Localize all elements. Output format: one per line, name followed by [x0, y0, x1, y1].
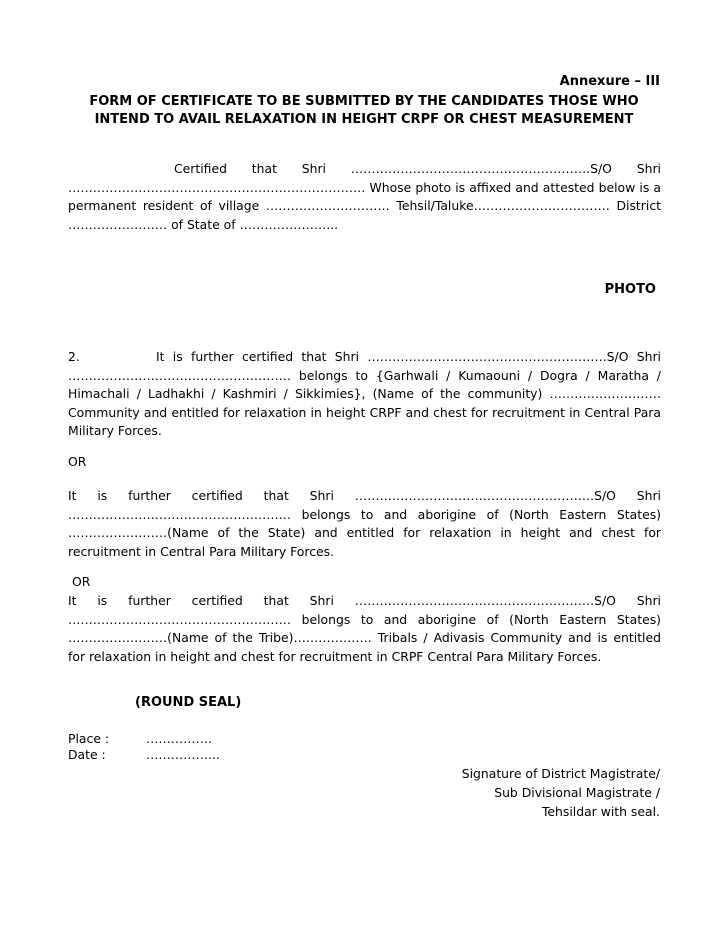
round-seal-label: (ROUND SEAL) — [135, 695, 242, 710]
form-title: FORM OF CERTIFICATE TO BE SUBMITTED BY THE CANDIDATES THOSE WHO INTEND TO AVAIL RELAXATION IN HEIGHT CRPF OR CHEST MEASUREMENT — [89, 94, 639, 127]
annexure-label: Annexure – III — [559, 74, 660, 89]
signature-block — [400, 764, 660, 821]
photo-label: PHOTO — [604, 282, 656, 297]
place-row — [68, 731, 212, 746]
date-label: Date : — [68, 747, 106, 762]
certification-paragraph-2 — [68, 348, 661, 441]
signature-line-3: Tehsildar with seal. — [541, 804, 660, 819]
signature-line-1: Signature of District Magistrate/ — [461, 766, 660, 781]
signature-line-2: Sub Divisional Magistrate / — [494, 785, 660, 800]
certification-paragraph-3: It is further certified that Shri ………………………………………………….S/O Shri ……………………………………………… belongs to and aborigine of (North Eastern States) ……………………(Name of the State) and entitled for relaxation in height and chest for recruitment in Central Para Military Forces. — [68, 488, 661, 559]
certification-paragraph-1: Certified that Shri ………………………………………………….S/O Shri ……………………………………………………………… Whose photo is affixed and attested below is a permanent resident of village ………………………… Tehsil/Taluke…………………………… District …………………… of State of …………………... — [68, 161, 661, 232]
place-label: Place : — [68, 731, 110, 746]
certification-paragraph-4: It is further certified that Shri ………………………………………………….S/O Shri ……………………………………………… belongs to and aborigine of (North Eastern States) ……………………(Name of the Tribe)………………. Tribals / Adivasis Community and is entitled for relaxation in height and chest for recruitment in CRPF Central Para Military Forces. — [68, 593, 661, 664]
or-separator-1: OR — [68, 454, 87, 469]
date-value: ……………... — [146, 747, 220, 762]
or-separator-2: OR — [72, 574, 91, 589]
paragraph-2-text: It is further certified that Shri ………………………………………………….S/O Shri ……………………………………………… belongs to {Garhwali / Kumaouni / Dogra / Maratha / Himachali / Ladhakhi / Kashmiri / Sikkimies}, (Name of the community) ……………………… Community and entitled for relaxation in height CRPF and chest for recruitment in Central Para Military Forces. — [68, 349, 661, 438]
date-row — [68, 747, 220, 762]
paragraph-number: 2. — [68, 349, 80, 364]
place-value: ……………. — [146, 731, 212, 746]
